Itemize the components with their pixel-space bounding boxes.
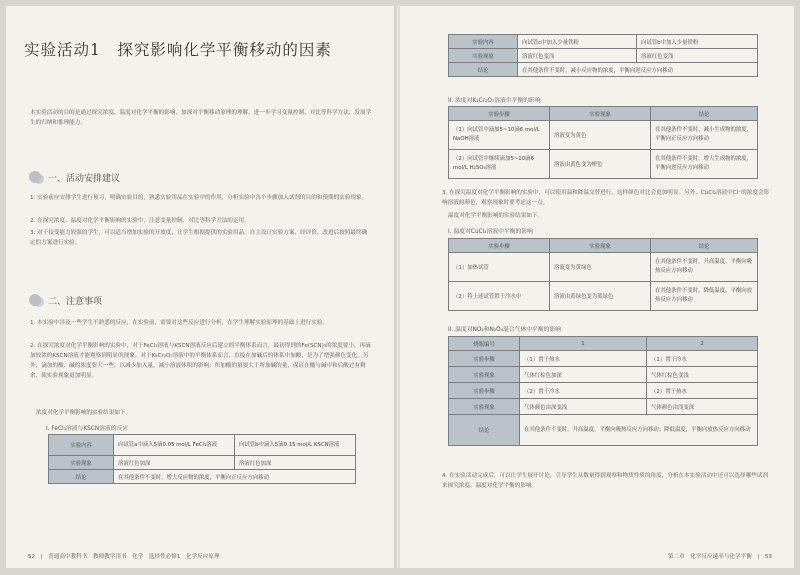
table-cell: 在其他条件不变时，升高温度，平衡向吸热反应方向移动；降低温度，平衡向放热反应方向移动: [520, 415, 758, 446]
intro-paragraph: 本实验活动的目的是通过探究浓度、温度对化学平衡的影响，加深对平衡移动原理的理解，进一步学习变量控制、对比等科学方法，发展学生的归纳和推理能力。: [30, 110, 372, 126]
right-page: [400, 6, 794, 568]
table-cell: 溶液红色加深: [235, 456, 356, 470]
table-header-cell: 1: [520, 337, 647, 351]
table-header-cell: 实验现象: [449, 399, 520, 415]
section-circles-icon: [28, 292, 44, 308]
table-caption: I. FeCl₃溶液与KSCN溶液的反应: [46, 426, 129, 432]
table-header-cell: 实验内容: [449, 35, 518, 49]
table-no2-n2o4: [448, 336, 758, 446]
table-continued: [448, 34, 758, 77]
table-cell: （2）将上述试管置于冷水中: [449, 282, 550, 311]
table-header-cell: 结论: [449, 63, 518, 77]
section-title: 一、活动安排建议: [48, 173, 121, 184]
table-cell: 在其他条件不变时，增大反应物的浓度，平衡向正反应方向移动: [114, 470, 356, 484]
table-cell: （2）向试管中继续滴加5~10滴6 mol/L H₂SO₄溶液: [449, 150, 550, 179]
table-header-cell: 实验步骤: [449, 383, 520, 399]
page-title: 实验活动1 探究影响化学平衡移动的因素: [24, 41, 332, 59]
table-header-cell: 2: [647, 337, 758, 351]
table-cell: 在其他条件不变时，增大生成物的浓度，平衡向逆反应方向移动: [651, 150, 758, 179]
section1-paragraph-1: 1. 实验前应安排学生进行预习，明确实验目的，熟悉实验用品在实验中的作用，分析实验中各个步骤加入试剂的目的和预期的实验现象。: [30, 195, 368, 201]
table-cell: 气体红棕色变浅: [647, 367, 758, 383]
table-cell: 向试管c中加入少量铁粉: [518, 35, 637, 49]
table-header-cell: 实验步骤: [449, 351, 520, 367]
table-header-cell: 烧瓶编号: [449, 337, 520, 351]
paragraph-4: 4. 在实验活动完成后，可以让学生展开讨论，引导学生从数量得到观察和物质性质的角度，分析在本实验活动中还可以选择哪些试剂来探究浓度、温度对化学平衡的影响。: [442, 473, 768, 489]
table-cell: 溶液由黄色变为橙色: [550, 150, 651, 179]
table-cell: 向试管b中加入少量铁粉: [637, 35, 758, 49]
section-heading-1: [28, 169, 120, 185]
table-cell: 气体颜色由浅变深: [647, 399, 758, 415]
table-cell: 在其他条件不变时，减小反应物的浓度，平衡向逆反应方向移动: [518, 63, 758, 77]
table-header-cell: 实验现象: [550, 239, 651, 253]
page-footer: 52 | 普通高中教科书 教师教学用书 化学 选择性必修1 化学反应原理: [28, 554, 220, 560]
table-cell: 向试管b中滴入5滴0.15 mol/L KSCN溶液: [235, 435, 356, 456]
section-circles-icon: [28, 169, 44, 185]
table-header-cell: 结论: [449, 415, 520, 446]
table-caption: II. 浓度对K₂Cr₂O₇溶液中平衡的影响: [448, 98, 541, 104]
table-cell: （2）置于热水: [647, 383, 758, 399]
table-cell: 溶液变为黄色: [550, 121, 651, 150]
table-k2cr2o7: [448, 106, 758, 179]
table-cell: 向试管a中滴入5滴0.05 mol/L FeCl₃溶液: [114, 435, 235, 456]
paragraph-3b: 温度对化学平衡影响的实验结果如下。: [448, 213, 544, 219]
table-caption: II. 温度对NO₂和N₂O₄混合气体中平衡的影响: [448, 327, 562, 333]
table-caption: I. 温度对CuCl₂溶液中平衡的影响: [448, 229, 533, 235]
table-cell: （1）加热试管: [449, 253, 550, 282]
section1-paragraph-3: 3. 对于接受能力较强的学生，可以适当增加实验的开放度，让学生根据提供的实验用品，自主设计实验方案，经评价、改进后按照最终确定的方案进行实验。: [30, 230, 368, 246]
table-header-cell: 实验现象: [449, 367, 520, 383]
table-header-cell: 实验步骤: [449, 239, 550, 253]
table-cell: 气体红棕色加深: [520, 367, 647, 383]
table-cell: 溶液红色变浅: [518, 49, 637, 63]
table-header-cell: 实验内容: [49, 435, 114, 456]
section2-paragraph-1: 1. 本实验中涉及一些学生不熟悉的反应，在实验前，需要对这些反应进行分析，在学生理解实验原理的基础上进行实验。: [30, 320, 328, 326]
table-cell: 溶液红色加深: [114, 456, 235, 470]
left-page: [6, 6, 395, 568]
table-cell: （1）向试管中滴加5~10滴6 mol/L NaOH溶液: [449, 121, 550, 150]
table-header-cell: 实验现象: [49, 456, 114, 470]
table-header-cell: 实验步骤: [449, 107, 550, 121]
table-cell: （1）置于热水: [520, 351, 647, 367]
table-header-cell: 实验现象: [550, 107, 651, 121]
table-cell: 在其他条件不变时，降低温度，平衡向放热反应方向移动: [651, 282, 758, 311]
table-cell: （2）置于冷水: [520, 383, 647, 399]
table-cell: （1）置于冷水: [647, 351, 758, 367]
table-header-cell: 结论: [651, 107, 758, 121]
table-cell: 在其他条件不变时，升高温度，平衡向吸热反应方向移动: [651, 253, 758, 282]
section1-paragraph-2: 2. 在探究浓度、温度对化学平衡影响的实验中，注意变量控制、对比等科学方法的运用。: [30, 218, 250, 224]
table-header-cell: 结论: [651, 239, 758, 253]
table-cell: 溶液红色变浅: [637, 49, 758, 63]
section-title: 二、注意事项: [48, 296, 103, 307]
table-cucl2: [448, 238, 758, 311]
section-heading-2: [28, 292, 102, 308]
table-fecl3-kscn: [48, 434, 356, 484]
table-header-cell: 结论: [49, 470, 114, 484]
table-cell: 溶液由黄绿色变为蓝绿色: [550, 282, 651, 311]
table-cell: 在其他条件不变时，减小生成物的浓度，平衡向正反应方向移动: [651, 121, 758, 150]
paragraph-3: 3. 在探究温度对化学平衡影响的实验中，可以使用温和降温交替进行，这样颜色对比会更加明显。另外，CuCl₂溶液中Cl⁻的浓度会影响溶液的颜色，观察现象时要考虑这一点。: [442, 190, 770, 206]
table-cell: 溶液变为黄绿色: [550, 253, 651, 282]
section2-paragraph-2: 2. 在探究浓度对化学平衡影响的实验中，对于FeCl₃溶液与KSCN溶液反应后建立的平衡体系而言，最初得到的Fe(SCN)₃的浓度要小，再滴加较浓的KSCN溶液才能观察到明显的现象。对于K₂Cr₂O₇溶液中的平衡体系而言，直接在加碱后的体系中加酸，是为了增强颜色变化。另外，滴加的酸、碱的浓度要大一些，以减少加入量，减小溶液体积的影响；所加酸的量要大于所加碱的量，保证在酸与碱中和后酸过有剩余，使实验现象更加明显。: [30, 343, 371, 379]
section2-paragraph-3: 浓度对化学平衡影响的实验结果如下。: [36, 410, 132, 416]
table-header-cell: 实验现象: [449, 49, 518, 63]
page-footer: 第二章 化学反应速率与化学平衡 | 53: [667, 554, 772, 560]
table-cell: 气体颜色由深变浅: [520, 399, 647, 415]
